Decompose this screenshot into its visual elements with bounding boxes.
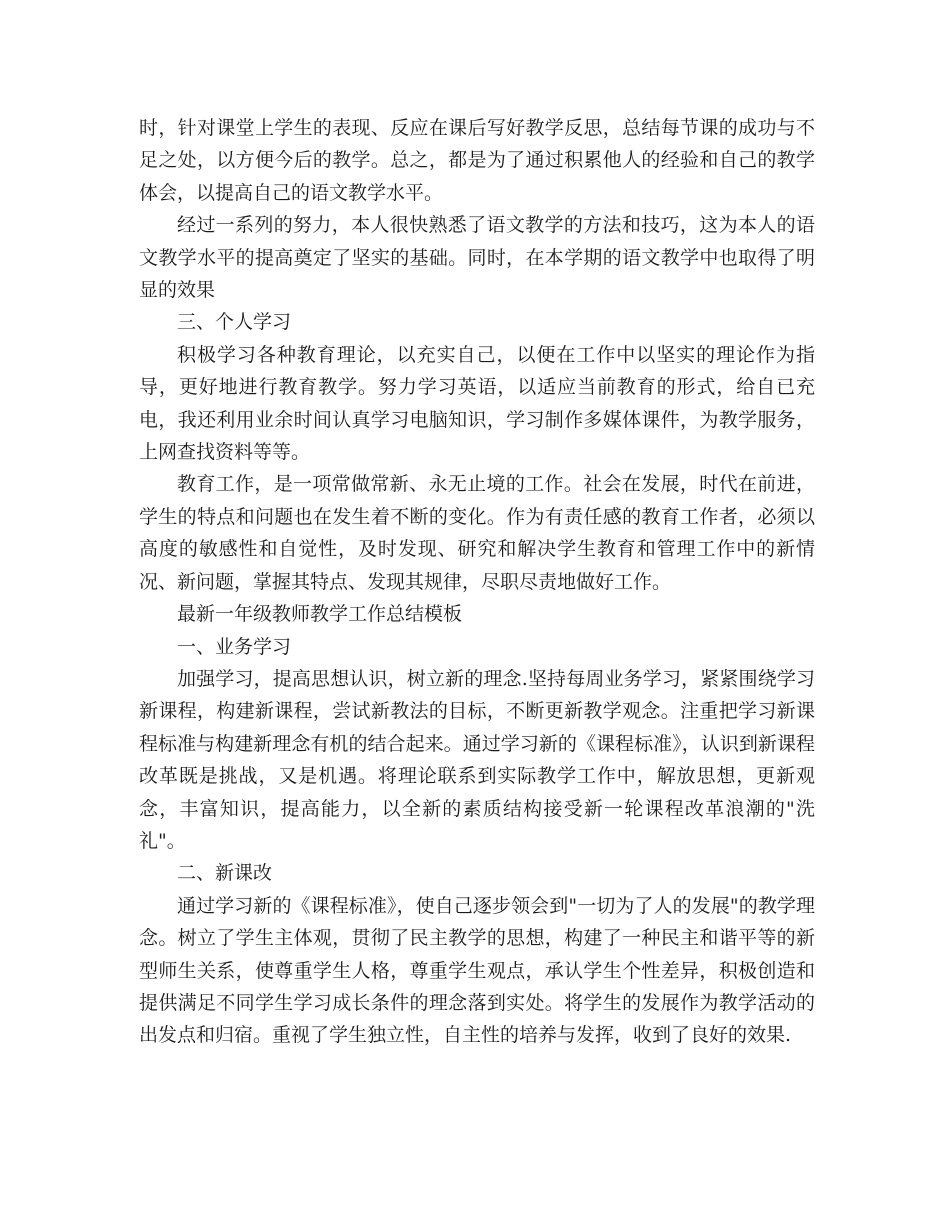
paragraph-personal-study: 积极学习各种教育理论，以充实自己，以便在工作中以坚实的理论作为指导，更好地进行教育教学。努力学习英语，以适应当前教育的形式，给自已充电，我还利用业余时间认真学习电脑知识，学习制作多媒体课件，为教学服务，上网查找资料等等。 bbox=[139, 343, 815, 464]
paragraph-education-work: 教育工作，是一项常做常新、永无止境的工作。社会在发展，时代在前进，学生的特点和问题也在发生着不断的变化。作为有责任感的教育工作者，必须以高度的敏感性和自觉性，及时发现、研究和解决学生教育和管理工作中的新情况、新问题，掌握其特点、发现其规律，尽职尽责地做好工作。 bbox=[139, 473, 815, 593]
paragraph-business-study: 加强学习，提高思想认识，树立新的理念.坚持每周业务学习，紧紧围绕学习新课程，构建新课程，尝试新教法的目标，不断更新教学观念。注重把学习新课程标准与构建新理念有机的结合起来。通过学习新的《课程标准》，认识到新课程改革既是挑战，又是机遇。将理论联系到实际教学工作中，解放思想，更新观念，丰富知识，提高能力，以全新的素质结构接受新一轮课程改革浪潮的"洗礼"。 bbox=[139, 667, 815, 852]
section-heading-personal-study: 三、个人学习 bbox=[177, 311, 292, 334]
section-heading-curriculum-reform: 二、新课改 bbox=[177, 862, 273, 885]
document-body bbox=[139, 112, 815, 1052]
paragraph-continuation: 时，针对课堂上学生的表现、反应在课后写好教学反思，总结每节课的成功与不足之处，以方便今后的教学。总之，都是为了通过积累他人的经验和自己的教学体会，以提高自己的语文教学水平。 bbox=[139, 117, 815, 204]
paragraph-results: 经过一系列的努力，本人很快熟悉了语文教学的方法和技巧，这为本人的语文教学水平的提高奠定了坚实的基础。同时，在本学期的语文教学中也取得了明显的效果 bbox=[139, 214, 815, 302]
document-title: 最新一年级教师教学工作总结模板 bbox=[177, 603, 463, 626]
paragraph-curriculum-reform: 通过学习新的《课程标准》，使自己逐步领会到"一切为了人的发展"的教学理念。树立了学生主体观，贯彻了民主教学的思想，构建了一种民主和谐平等的新型师生关系，使尊重学生人格，尊重学生观点，承认学生个性差异，积极创造和提供满足不同学生学习成长条件的理念落到实处。将学生的发展作为教学活动的出发点和归宿。重视了学生独立性，自主性的培养与发挥，收到了良好的效果. bbox=[139, 894, 815, 1047]
section-heading-business-study: 一、业务学习 bbox=[177, 635, 292, 658]
